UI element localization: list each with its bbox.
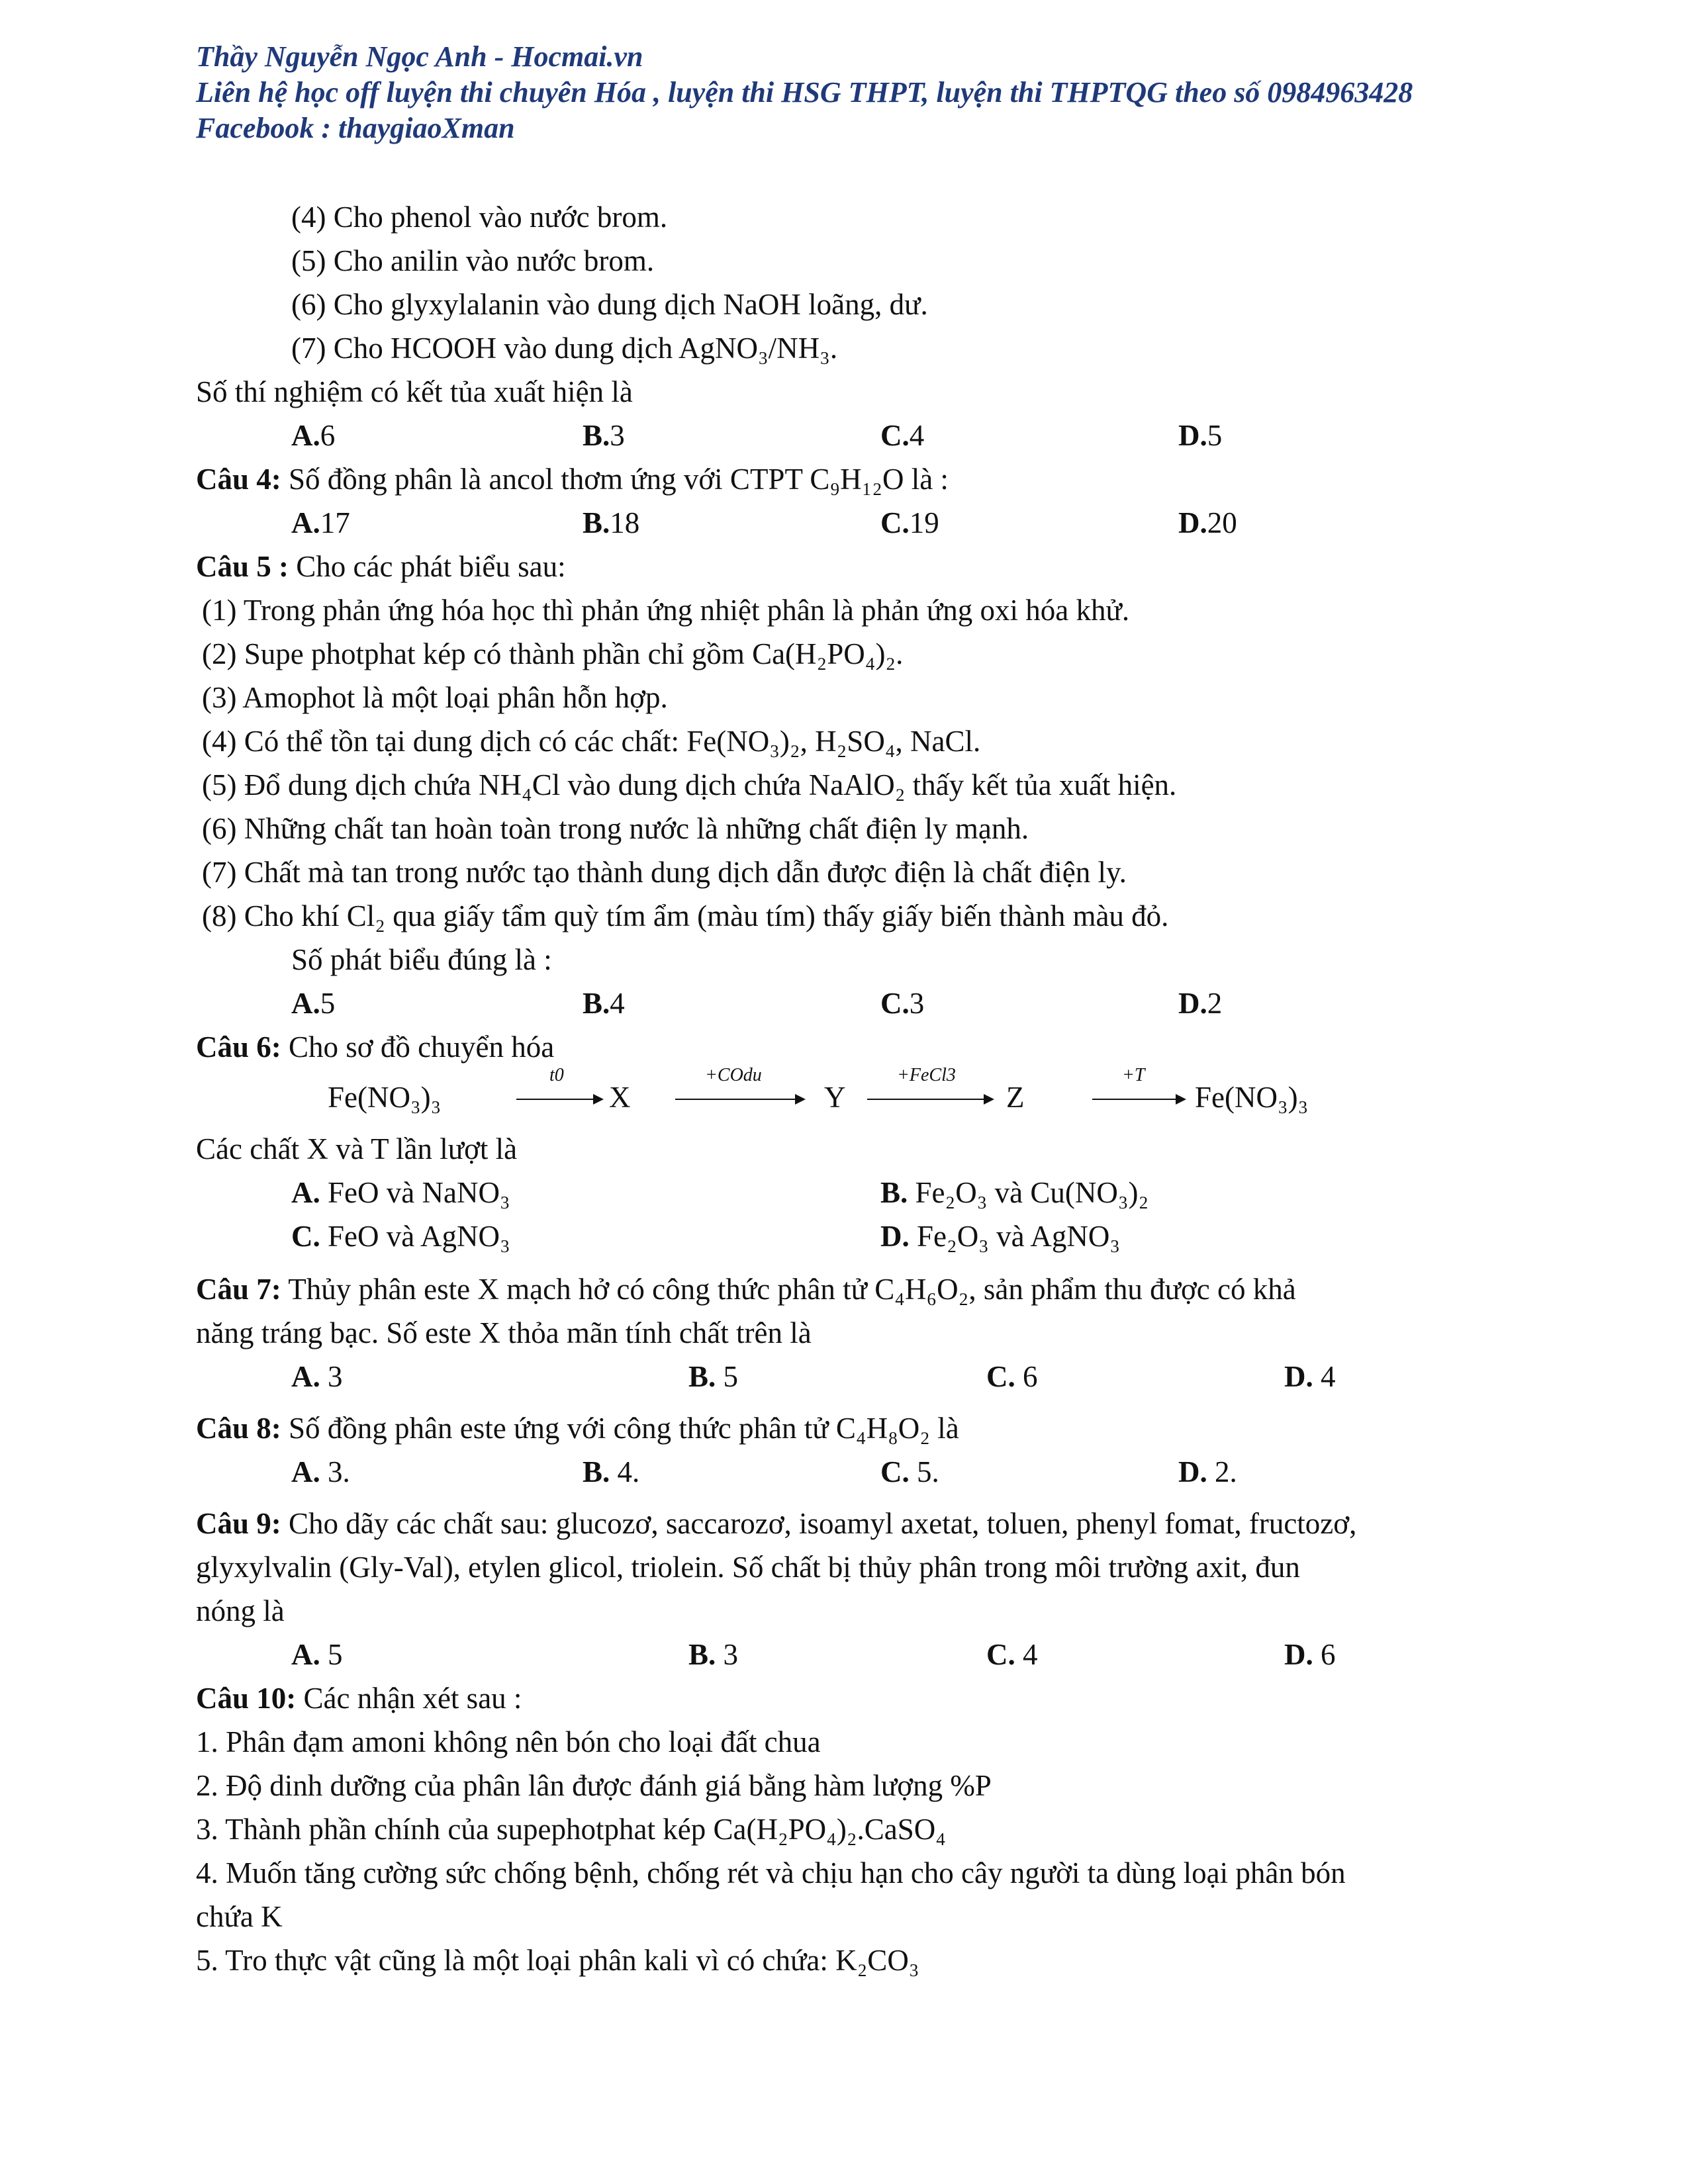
scheme-species: Y <box>824 1081 846 1114</box>
q10-remark: 4. Muốn tăng cường sức chống bệnh, chống rét và chịu hạn cho cây người ta dùng loại phân bón <box>196 1856 1346 1889</box>
q6-stem: Câu 6: Cho sơ đồ chuyển hóa <box>196 1030 555 1064</box>
q8-option-c: C. 5. <box>880 1455 939 1488</box>
q5-option-c: C.3 <box>880 987 925 1020</box>
q9-option-d: D. 6 <box>1284 1638 1336 1671</box>
q7-stem-cont: năng tráng bạc. Số este X thỏa mãn tính chất trên là <box>196 1316 812 1349</box>
q9-stem-cont: glyxylvalin (Gly-Val), etylen glicol, triolein. Số chất bị thủy phân trong môi trường axit, đun <box>196 1551 1300 1584</box>
scheme-condition: t0 <box>549 1065 564 1085</box>
q5-statement: (8) Cho khí Cl₂ qua giấy tẩm quỳ tím ẩm (màu tím) thấy giấy biến thành màu đỏ. <box>202 899 1169 933</box>
q6-option-c: C. FeO và AgNO₃ <box>291 1220 510 1253</box>
q4-option-b: B.18 <box>583 506 640 539</box>
q9-option-c: C. 4 <box>986 1638 1038 1671</box>
q3-option-d: D.5 <box>1178 419 1223 452</box>
q5-option-d: D.2 <box>1178 987 1223 1020</box>
q8-stem: Câu 8: Số đồng phân este ứng với công thức phân tử C₄H₈O₂ là <box>196 1412 959 1445</box>
reaction-arrow-icon <box>867 1099 993 1100</box>
header-contact: Liên hệ học off luyện thi chuyên Hóa , luyện thi HSG THPT, luyện thi THPTQG theo số 0984963428 <box>196 76 1413 109</box>
q7-option-d: D. 4 <box>1284 1360 1336 1393</box>
q5-statement: (3) Amophot là một loại phân hỗn hợp. <box>202 681 668 714</box>
q5-statement: (2) Supe photphat kép có thành phần chỉ gồm Ca(H₂PO₄)₂. <box>202 637 904 670</box>
scheme-condition: +T <box>1122 1065 1145 1085</box>
q9-option-b: B. 3 <box>688 1638 739 1671</box>
q4-option-c: C.19 <box>880 506 939 539</box>
q3-item: (5) Cho anilin vào nước brom. <box>291 244 655 277</box>
q9-option-a: A. 5 <box>291 1638 343 1671</box>
scheme-condition: +COdu <box>705 1065 762 1085</box>
scheme-condition: +FeCl3 <box>897 1065 956 1085</box>
q3-option-c: C.4 <box>880 419 925 452</box>
q10-remark: 1. Phân đạm amoni không nên bón cho loại đất chua <box>196 1725 821 1758</box>
q8-option-b: B. 4. <box>583 1455 640 1488</box>
q5-statement: (4) Có thể tồn tại dung dịch có các chất: Fe(NO₃)₂, H₂SO₄, NaCl. <box>202 725 981 758</box>
q4-option-d: D.20 <box>1178 506 1237 539</box>
q10-remark: 2. Độ dinh dưỡng của phân lân được đánh giá bằng hàm lượng %P <box>196 1769 992 1802</box>
q3-item: (7) Cho HCOOH vào dung dịch AgNO₃/NH₃. <box>291 332 838 365</box>
q5-statement: (7) Chất mà tan trong nước tạo thành dung dịch dẫn được điện là chất điện ly. <box>202 856 1127 889</box>
q8-option-d: D. 2. <box>1178 1455 1237 1488</box>
q7-option-c: C. 6 <box>986 1360 1038 1393</box>
reaction-arrow-icon <box>1092 1099 1185 1100</box>
q5-statement: (5) Đổ dung dịch chứa NH₄Cl vào dung dịch chứa NaAlO₂ thấy kết tủa xuất hiện. <box>202 768 1177 801</box>
q6-option-d: D. Fe₂O₃ và AgNO₃ <box>880 1220 1121 1253</box>
header-facebook: Facebook : thaygiaoXman <box>196 112 515 144</box>
q6-option-a: A. FeO và NaNO₃ <box>291 1176 510 1209</box>
q7-stem: Câu 7: Thủy phân este X mạch hở có công thức phân tử C₄H₆O₂, sản phẩm thu được có khả <box>196 1273 1296 1306</box>
header-author: Thầy Nguyễn Ngọc Anh - Hocmai.vn <box>196 40 643 73</box>
scheme-species: X <box>609 1081 631 1114</box>
q5-option-a: A.5 <box>291 987 336 1020</box>
scheme-species: Z <box>1006 1081 1025 1114</box>
q6-ask: Các chất X và T lần lượt là <box>196 1132 518 1165</box>
q3-option-a: A.6 <box>291 419 336 452</box>
q10-stem: Câu 10: Các nhận xét sau : <box>196 1682 522 1715</box>
q5-ask: Số phát biểu đúng là : <box>291 943 552 976</box>
q5-statement: (1) Trong phản ứng hóa học thì phản ứng nhiệt phân là phản ứng oxi hóa khử. <box>202 594 1130 627</box>
q3-item: (4) Cho phenol vào nước brom. <box>291 201 668 234</box>
q9-stem-cont: nóng là <box>196 1594 285 1627</box>
q5-statement: (6) Những chất tan hoàn toàn trong nước là những chất điện ly mạnh. <box>202 812 1029 845</box>
q3-ask: Số thí nghiệm có kết tủa xuất hiện là <box>196 375 633 408</box>
q4-stem: Câu 4: Số đồng phân là ancol thơm ứng với CTPT C₉H₁₂O là : <box>196 463 949 496</box>
q7-option-b: B. 5 <box>688 1360 739 1393</box>
q7-option-a: A. 3 <box>291 1360 343 1393</box>
scheme-species: Fe(NO₃)₃ <box>328 1081 442 1114</box>
q3-item: (6) Cho glyxylalanin vào dung dịch NaOH loãng, dư. <box>291 288 928 321</box>
q9-stem: Câu 9: Cho dãy các chất sau: glucozơ, saccarozơ, isoamyl axetat, toluen, phenyl fomat, fructozơ, <box>196 1507 1357 1540</box>
q5-option-b: B.4 <box>583 987 625 1020</box>
q5-stem: Câu 5 : Cho các phát biểu sau: <box>196 550 566 583</box>
q8-option-a: A. 3. <box>291 1455 350 1488</box>
q10-remark: 5. Tro thực vật cũng là một loại phân kali vì có chứa: K₂CO₃ <box>196 1944 919 1977</box>
reaction-arrow-icon <box>675 1099 804 1100</box>
q10-remark-cont: chứa K <box>196 1900 283 1933</box>
reaction-arrow-icon <box>516 1099 602 1100</box>
q4-option-a: A.17 <box>291 506 350 539</box>
q3-option-b: B.3 <box>583 419 625 452</box>
q6-option-b: B. Fe₂O₃ và Cu(NO₃)₂ <box>880 1176 1149 1209</box>
q10-remark: 3. Thành phần chính của supephotphat kép Ca(H₂PO₄)₂.CaSO₄ <box>196 1813 946 1846</box>
scheme-species: Fe(NO₃)₃ <box>1195 1081 1309 1114</box>
